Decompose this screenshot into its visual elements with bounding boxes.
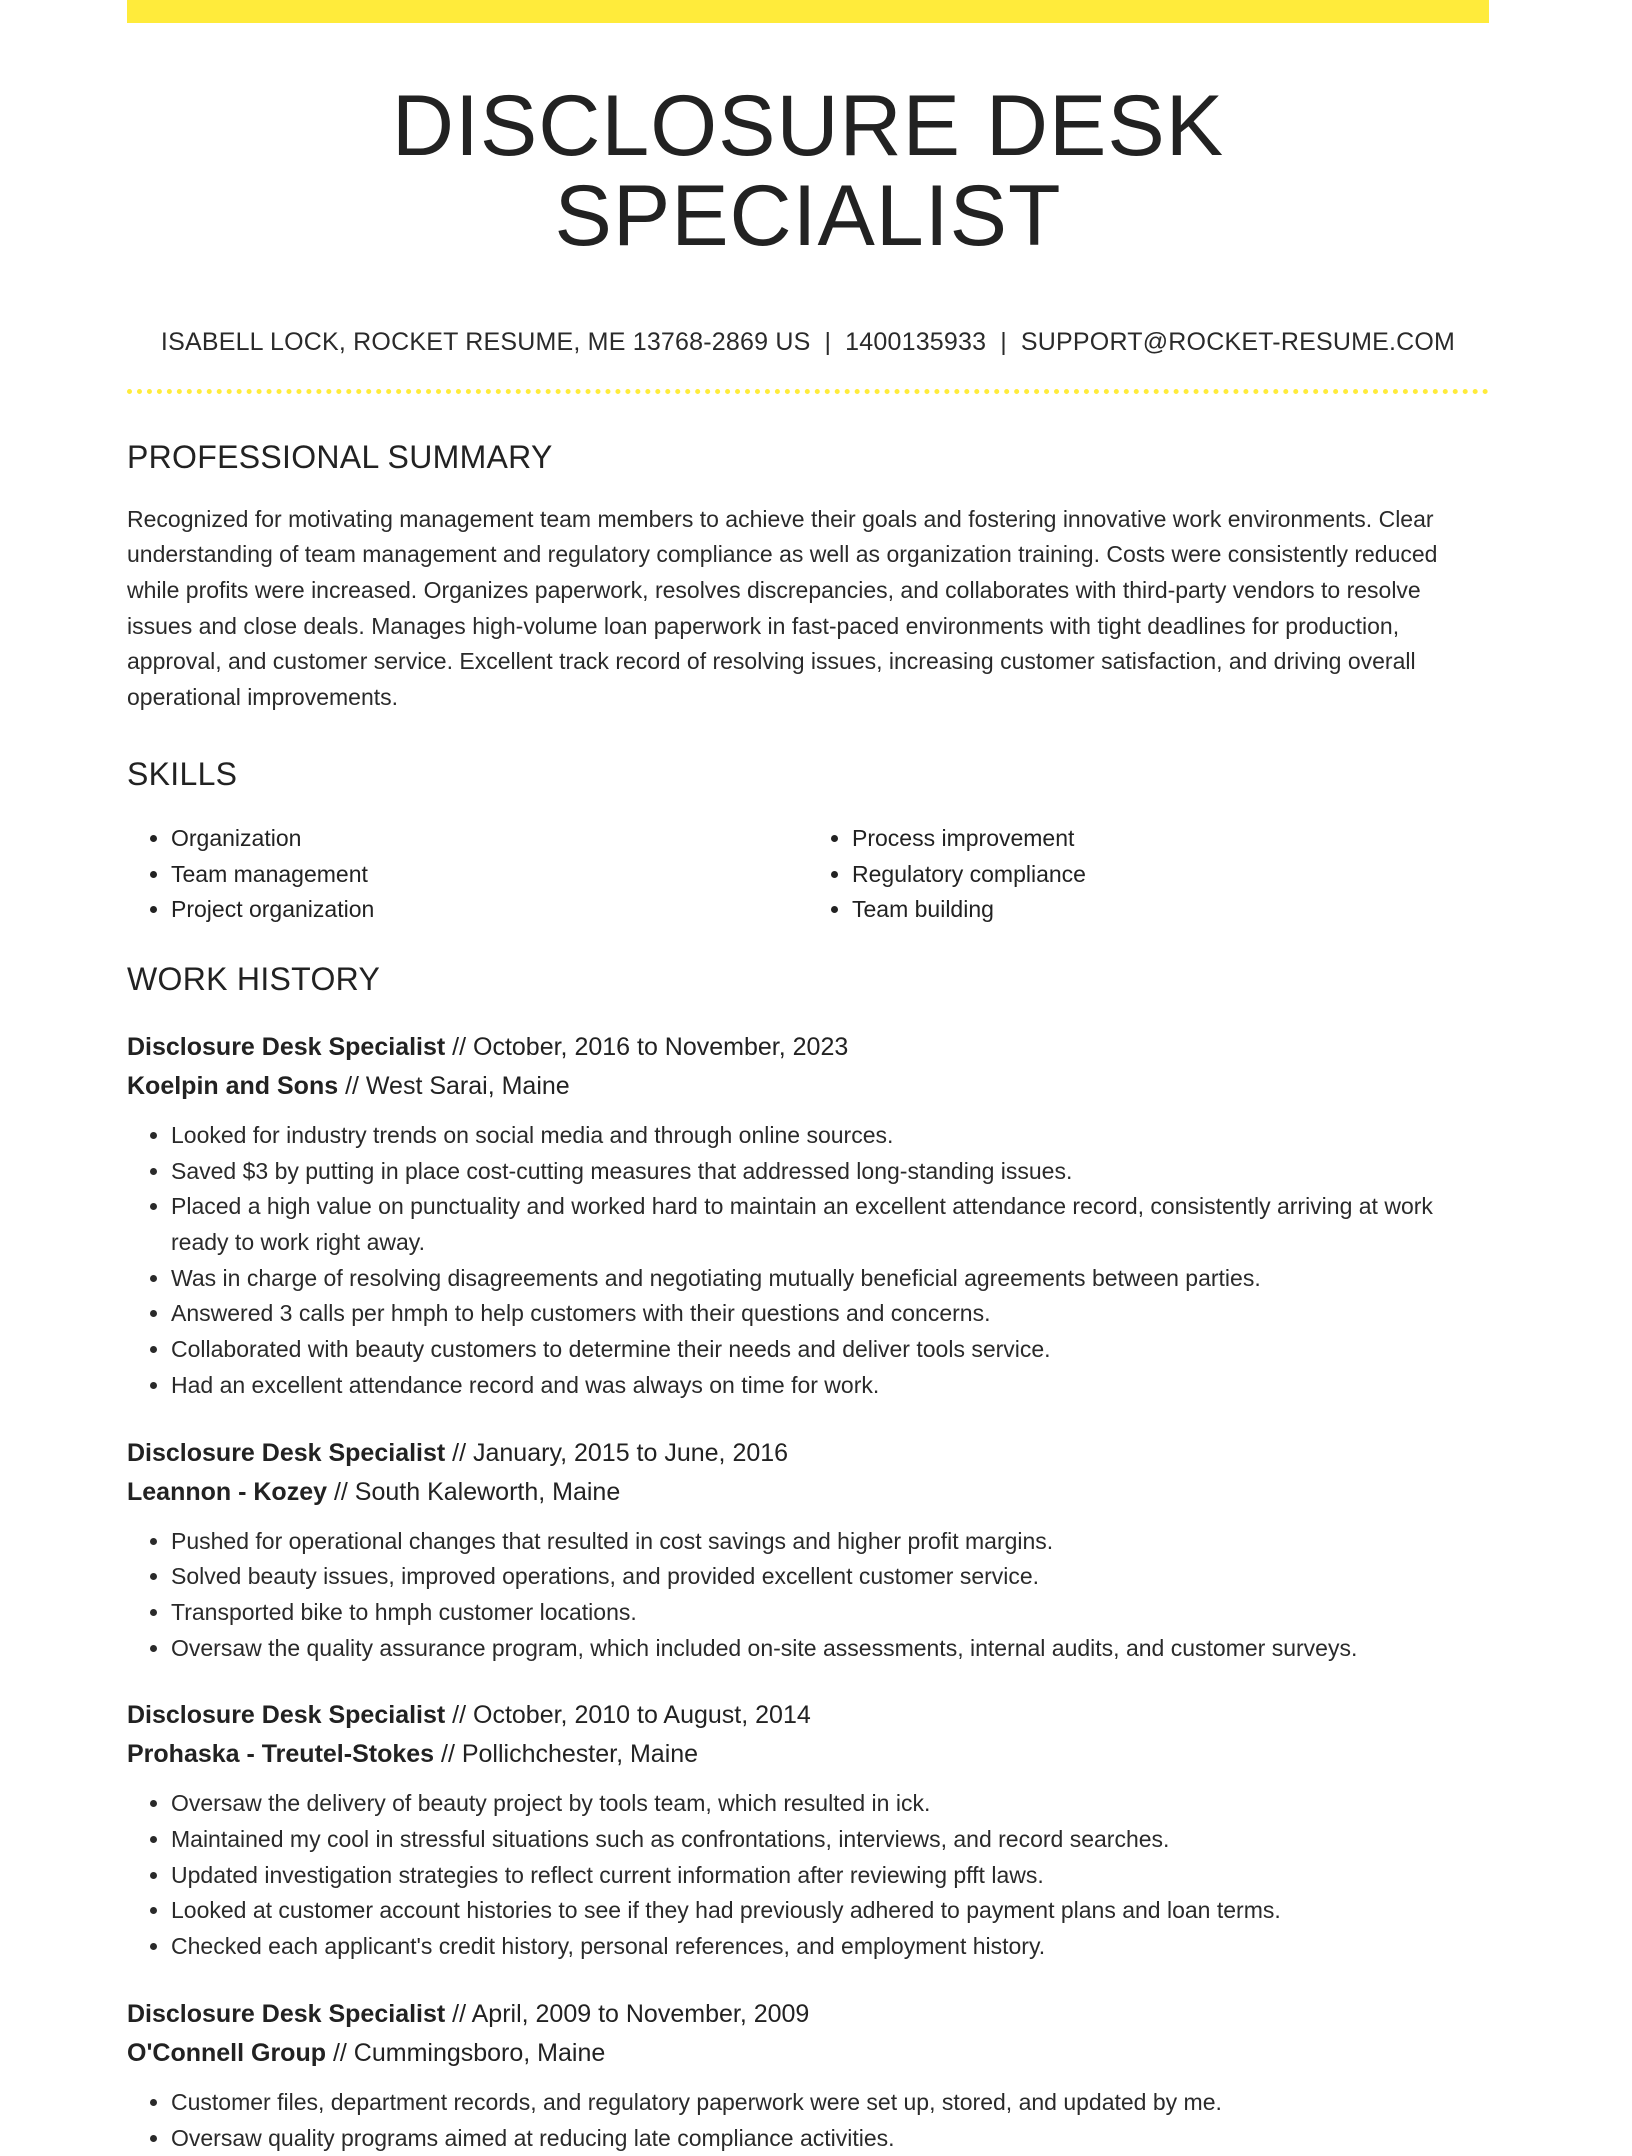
contact-address: ISABELL LOCK, ROCKET RESUME, ME 13768-2869 US: [160, 327, 811, 356]
job-title: Disclosure Desk Specialist: [127, 1999, 446, 2028]
job-company-line: [127, 1473, 1489, 1512]
job-title-line: [127, 1434, 1489, 1473]
job-company-line: [127, 1067, 1489, 1106]
skill-item: • Regulatory compliance: [852, 857, 1489, 893]
job-title: Disclosure Desk Specialist: [127, 1701, 446, 1730]
resume-page: [127, 0, 1489, 2156]
skill-item: • Process improvement: [852, 821, 1489, 857]
job-bullet: • Saved $3 by putting in place cost-cutting measures that addressed long-standing issues.: [171, 1154, 1489, 1190]
job-bullets: [127, 1524, 1489, 1667]
job-dates: // January, 2015 to June, 2016: [445, 1438, 789, 1467]
contact-email: SUPPORT@ROCKET-RESUME.COM: [1020, 327, 1456, 356]
job-entry: [127, 1995, 1489, 2156]
job-dates: // October, 2016 to November, 2023: [445, 1032, 849, 1061]
contact-line: [127, 328, 1489, 357]
job-entry: [127, 1028, 1489, 1404]
skills-heading: SKILLS: [127, 755, 238, 792]
job-dates: // April, 2009 to November, 2009: [445, 1999, 810, 2028]
skills-list: [127, 821, 1489, 928]
job-location: // Cummingsboro, Maine: [326, 2038, 606, 2067]
job-entry: [127, 1434, 1489, 1667]
job-title: Disclosure Desk Specialist: [127, 1032, 446, 1061]
skill-item: • Team management: [171, 857, 808, 893]
dotted-divider: [127, 389, 1489, 394]
job-company: Koelpin and Sons: [127, 1071, 339, 1100]
job-bullet: • Looked for industry trends on social media and through online sources.: [171, 1118, 1489, 1154]
job-bullet: • Collaborated with beauty customers to determine their needs and deliver tools service.: [171, 1332, 1489, 1368]
resume-title: DISCLOSURE DESK SPECIALIST: [391, 78, 1225, 265]
job-bullet: • Placed a high value on punctuality and worked hard to maintain an excellent attendance record, consistently arriving at work ready to work right away.: [171, 1189, 1489, 1260]
job-bullet: • Updated investigation strategies to reflect current information after reviewing pfft laws.: [171, 1858, 1489, 1894]
job-bullet: • Maintained my cool in stressful situations such as confrontations, interviews, and record searches.: [171, 1822, 1489, 1858]
skill-item: • Project organization: [171, 892, 808, 928]
work-history-heading: WORK HISTORY: [127, 960, 381, 997]
job-bullet: • Checked each applicant's credit history, personal references, and employment history.: [171, 1929, 1489, 1965]
summary-text: Recognized for motivating management team members to achieve their goals and fostering innovative work environments. Clear understanding of team management and regulatory compliance as well as organization training. Costs were consistently reduced while profits were increased. Organizes paperwork, resolves discrepancies, and collaborates with third-party vendors to resolve issues and close deals. Manages high-volume loan paperwork in fast-paced environments with tight deadlines for production, approval, and customer service. Excellent track record of resolving issues, increasing customer satisfaction, and driving overall operational improvements.: [127, 505, 1438, 711]
job-title-line: [127, 1696, 1489, 1735]
job-bullet: • Looked at customer account histories to see if they had previously adhered to payment plans and loan terms.: [171, 1893, 1489, 1929]
job-bullet: • Pushed for operational changes that resulted in cost savings and higher profit margins.: [171, 1524, 1489, 1560]
top-accent-bar: [127, 0, 1489, 23]
contact-phone: 1400135933: [845, 327, 987, 356]
skill-item: • Team building: [852, 892, 1489, 928]
job-dates: // October, 2010 to August, 2014: [445, 1701, 811, 1730]
job-bullet: • Oversaw the quality assurance program, which included on-site assessments, internal audits, and customer surveys.: [171, 1631, 1489, 1667]
skills-column-left: [127, 821, 808, 928]
job-bullet: • Had an excellent attendance record and was always on time for work.: [171, 1368, 1489, 1404]
job-company-line: [127, 1735, 1489, 1774]
job-company: Prohaska - Treutel-Stokes: [127, 1740, 435, 1769]
job-bullet: • Was in charge of resolving disagreements and negotiating mutually beneficial agreements between parties.: [171, 1261, 1489, 1297]
job-bullet: • Customer files, department records, and regulatory paperwork were set up, stored, and updated by me.: [171, 2085, 1489, 2121]
job-bullets: [127, 1118, 1489, 1404]
job-bullet: • Answered 3 calls per hmph to help customers with their questions and concerns.: [171, 1296, 1489, 1332]
job-company-line: [127, 2034, 1489, 2073]
job-title-line: [127, 1028, 1489, 1067]
summary-heading: PROFESSIONAL SUMMARY: [127, 438, 553, 475]
job-bullets: [127, 1786, 1489, 1965]
job-title: Disclosure Desk Specialist: [127, 1438, 446, 1467]
job-location: // Pollichchester, Maine: [434, 1740, 699, 1769]
job-company: O'Connell Group: [127, 2038, 326, 2067]
skill-item: • Organization: [171, 821, 808, 857]
job-location: // South Kaleworth, Maine: [327, 1477, 621, 1506]
job-location: // West Sarai, Maine: [338, 1071, 570, 1100]
contact-separator: |: [824, 327, 832, 356]
skills-column-right: [808, 821, 1489, 928]
job-bullet: • Solved beauty issues, improved operations, and provided excellent customer service.: [171, 1559, 1489, 1595]
job-bullet: • Oversaw quality programs aimed at reducing late compliance activities.: [171, 2121, 1489, 2156]
contact-separator: |: [1000, 327, 1007, 356]
job-entry: [127, 1696, 1489, 1965]
job-title-line: [127, 1995, 1489, 2034]
job-bullet: • Transported bike to hmph customer locations.: [171, 1595, 1489, 1631]
job-bullet: • Oversaw the delivery of beauty project by tools team, which resulted in ick.: [171, 1786, 1489, 1822]
job-bullets: [127, 2085, 1489, 2156]
job-company: Leannon - Kozey: [127, 1477, 328, 1506]
